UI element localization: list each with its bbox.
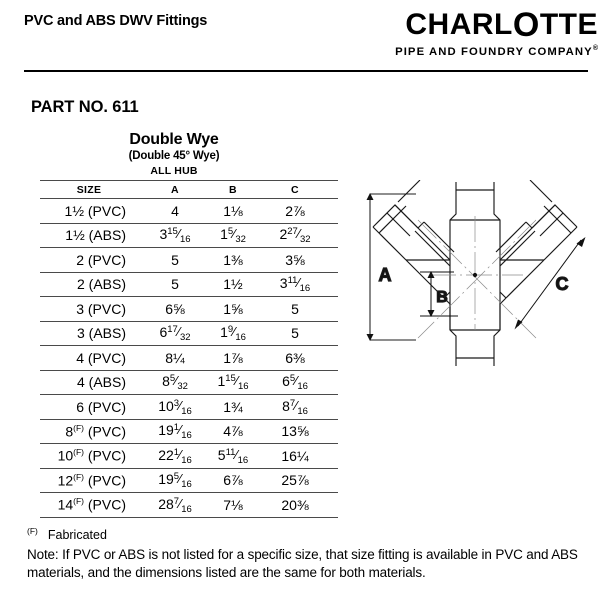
cell-c: 87⁄16 <box>266 395 338 420</box>
brand-wordmark-part2: TTE <box>539 8 598 41</box>
table-row <box>40 199 338 224</box>
cell-b: 1¾ <box>214 395 266 420</box>
header-divider <box>24 70 588 72</box>
table-row <box>40 419 338 444</box>
dimensions-table <box>40 180 338 518</box>
dimension-label-a: A <box>378 265 392 285</box>
cell-a: 195⁄16 <box>150 468 214 493</box>
footnotes <box>27 523 597 581</box>
cell-size: 1½ (ABS) <box>40 223 150 248</box>
cell-size: 3 (ABS) <box>40 321 150 346</box>
dimensions-table-body <box>40 199 338 518</box>
cell-c: 311⁄16 <box>266 272 338 297</box>
brand-tagline-text: PIPE AND FOUNDRY COMPANY <box>395 45 593 58</box>
cell-b: 1⅜ <box>214 248 266 273</box>
cell-c: 65⁄16 <box>266 370 338 395</box>
brand-wordmark-part1: CHARL <box>405 8 513 41</box>
cell-size: 2 (ABS) <box>40 272 150 297</box>
cell-c: 16¼ <box>266 444 338 469</box>
dimension-label-c: C <box>555 274 569 294</box>
cell-a: 5 <box>150 272 214 297</box>
fabricated-label: Fabricated <box>47 528 107 543</box>
double-wye-svg <box>358 180 608 370</box>
brand-wordmark <box>395 5 598 44</box>
cell-size: 6 (PVC) <box>40 395 150 420</box>
cell-c: 25⅞ <box>266 468 338 493</box>
cell-size: 2 (PVC) <box>40 248 150 273</box>
table-header-row <box>40 181 338 199</box>
cell-c: 3⅝ <box>266 248 338 273</box>
cell-c: 5 <box>266 321 338 346</box>
registered-trademark-icon: ® <box>592 45 598 52</box>
brand-tagline <box>395 42 598 59</box>
cell-c: 227⁄32 <box>266 223 338 248</box>
cell-b: 19⁄16 <box>214 321 266 346</box>
cell-size: $14^{(F)}$ (PVC) <box>40 493 150 518</box>
cell-b: 15⁄32 <box>214 223 266 248</box>
cell-a: 8¼ <box>150 346 214 371</box>
brand-wordmark-o: O <box>512 5 540 44</box>
cell-a: 287⁄16 <box>150 493 214 518</box>
dimension-label-b: B <box>436 289 448 306</box>
cell-c: 6⅜ <box>266 346 338 371</box>
table-row <box>40 395 338 420</box>
table-row <box>40 493 338 518</box>
column-header-b: B <box>214 181 266 199</box>
cell-b: 1⅛ <box>214 199 266 224</box>
cell-size: $8^{(F)}$ (PVC) <box>40 419 150 444</box>
column-header-c: C <box>266 181 338 199</box>
cell-a: 221⁄16 <box>150 444 214 469</box>
cell-c: 20⅜ <box>266 493 338 518</box>
double-wye-fitting-diagram <box>358 180 608 370</box>
cell-b: 7⅛ <box>214 493 266 518</box>
page-header <box>0 0 612 72</box>
column-header-a: A <box>150 181 214 199</box>
table-row <box>40 321 338 346</box>
cell-b: 511⁄16 <box>214 444 266 469</box>
dimensions-table-block <box>40 130 338 518</box>
cell-a: 4 <box>150 199 214 224</box>
table-row <box>40 223 338 248</box>
cell-a: 191⁄16 <box>150 419 214 444</box>
column-header-size: SIZE <box>40 181 150 199</box>
cell-b: 6⅞ <box>214 468 266 493</box>
table-caption-subtitle: (Double 45° Wye) <box>128 150 220 162</box>
cell-a: 85⁄32 <box>150 370 214 395</box>
cell-c: 2⅞ <box>266 199 338 224</box>
cell-c: 13⅝ <box>266 419 338 444</box>
table-row <box>40 444 338 469</box>
cell-size: 4 (ABS) <box>40 370 150 395</box>
table-row <box>40 346 338 371</box>
cell-a: 5 <box>150 248 214 273</box>
table-row <box>40 248 338 273</box>
table-row <box>40 297 338 322</box>
table-caption <box>54 130 294 178</box>
part-number-heading: PART NO. 611 <box>31 98 139 116</box>
document-title: PVC and ABS DWV Fittings <box>24 13 208 29</box>
cell-b: 1½ <box>214 272 266 297</box>
general-note: Note: If PVC or ABS is not listed for a specific size, that size fitting is available in PVC and ABS materials, and the dimensions listed are the same for both materials. <box>27 547 578 580</box>
fabricated-marker: (F) <box>27 526 38 536</box>
cell-size: 1½ (PVC) <box>40 199 150 224</box>
cell-b: 1⅝ <box>214 297 266 322</box>
cell-b: 4⅞ <box>214 419 266 444</box>
table-row <box>40 272 338 297</box>
cell-a: 617⁄32 <box>150 321 214 346</box>
table-row <box>40 370 338 395</box>
cell-size: 3 (PVC) <box>40 297 150 322</box>
table-caption-hub: ALL HUB <box>150 165 198 177</box>
cell-b: 115⁄16 <box>214 370 266 395</box>
table-row <box>40 468 338 493</box>
cell-size: 4 (PVC) <box>40 346 150 371</box>
table-caption-title: Double Wye <box>129 131 219 148</box>
cell-a: 315⁄16 <box>150 223 214 248</box>
cell-a: 103⁄16 <box>150 395 214 420</box>
charlotte-pipe-logo <box>395 5 598 59</box>
fabricated-footnote <box>27 523 597 543</box>
cell-c: 5 <box>266 297 338 322</box>
cell-b: 1⅞ <box>214 346 266 371</box>
cell-a: 6⅝ <box>150 297 214 322</box>
cell-size: $10^{(F)}$ (PVC) <box>40 444 150 469</box>
cell-size: $12^{(F)}$ (PVC) <box>40 468 150 493</box>
